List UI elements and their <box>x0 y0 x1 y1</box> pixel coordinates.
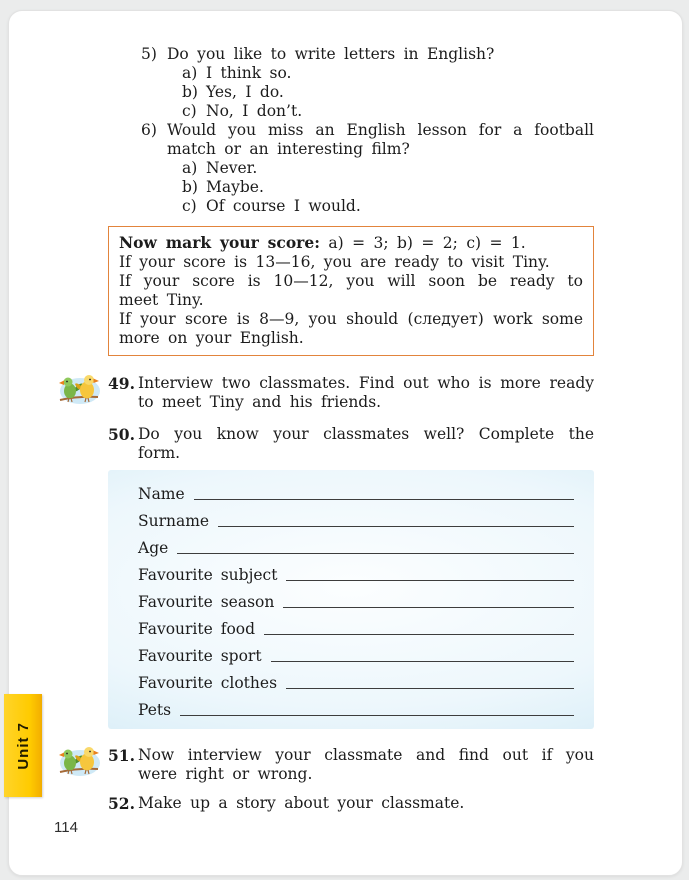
option <box>182 178 594 197</box>
option-text: No, I don’t. <box>206 102 303 120</box>
exercise-number: 52. <box>108 794 135 813</box>
form-row-favourite-sport <box>138 639 576 666</box>
form-label: Age <box>138 539 169 557</box>
quiz-questions <box>141 45 594 216</box>
form-label: Favourite sport <box>138 647 262 665</box>
exercise-51 <box>108 746 594 784</box>
option <box>182 64 594 83</box>
option-label: c) <box>182 102 197 120</box>
pair-work-birds-icon <box>56 741 102 781</box>
option-label: b) <box>182 178 198 196</box>
form-fill-line[interactable] <box>286 688 574 689</box>
exercise-text: Do you know your classmates well? Complete the form. <box>138 425 594 462</box>
form-row-surname <box>138 504 576 531</box>
exercise-number: 51. <box>108 746 135 765</box>
option-text: Maybe. <box>206 178 264 196</box>
exercise-text: Interview two classmates. Find out who is more ready to meet Tiny and his friends. <box>138 374 594 411</box>
form-label: Pets <box>138 701 172 719</box>
form-fill-line[interactable] <box>218 526 574 527</box>
question-6-options <box>182 159 594 216</box>
exercise-50 <box>108 425 594 463</box>
form-row-name <box>138 477 576 504</box>
form-fill-line[interactable] <box>177 553 574 554</box>
form-fill-line[interactable] <box>283 607 574 608</box>
option-text: Yes, I do. <box>206 83 284 101</box>
classmate-form <box>108 470 594 729</box>
option-text: Never. <box>206 159 258 177</box>
option-label: c) <box>182 197 197 215</box>
option-label: a) <box>182 159 198 177</box>
exercise-number: 49. <box>108 374 135 393</box>
score-intro-line <box>119 233 583 253</box>
form-fill-line[interactable] <box>264 634 574 635</box>
option-text: I think so. <box>206 64 292 82</box>
score-intro-bold: Now mark your score: <box>119 233 320 252</box>
exercise-52 <box>108 794 594 813</box>
form-row-favourite-season <box>138 585 576 612</box>
form-row-age <box>138 531 576 558</box>
option <box>182 159 594 178</box>
form-label: Surname <box>138 512 210 530</box>
page-number: 114 <box>54 819 78 836</box>
unit-tab[interactable] <box>4 694 42 797</box>
form-label: Favourite subject <box>138 566 278 584</box>
question-text: Would you miss an English lesson for a football match or an interesting film? <box>167 121 594 158</box>
exercise-number: 50. <box>108 425 135 444</box>
form-row-favourite-clothes <box>138 666 576 693</box>
question-number: 6) <box>141 121 157 139</box>
exercise-49 <box>108 374 594 412</box>
form-row-pets <box>138 693 576 720</box>
question-5-options <box>182 64 594 121</box>
question-number: 5) <box>141 45 157 63</box>
question-6 <box>141 121 594 216</box>
option <box>182 102 594 121</box>
exercise-text: Now interview your classmate and find out if you were right or wrong. <box>138 746 594 783</box>
form-label: Favourite clothes <box>138 674 278 692</box>
score-intro-rest: a) = 3; b) = 2; c) = 1. <box>328 234 526 252</box>
exercise-text: Make up a story about your classmate. <box>138 794 465 812</box>
form-fill-line[interactable] <box>180 715 574 716</box>
form-fill-line[interactable] <box>286 580 574 581</box>
form-label: Name <box>138 485 185 503</box>
score-rule: If your score is 8—9, you should (следует) work some more on your English. <box>119 310 583 347</box>
book-page <box>8 10 683 876</box>
page-content <box>108 45 594 813</box>
unit-tab-label: Unit 7 <box>14 721 32 770</box>
question-5 <box>141 45 594 121</box>
option <box>182 197 594 216</box>
score-rule: If your score is 10—12, you will soon be ready to meet Tiny. <box>119 272 583 309</box>
option <box>182 83 594 102</box>
form-row-favourite-food <box>138 612 576 639</box>
score-rule: If your score is 13—16, you are ready to visit Tiny. <box>119 253 550 271</box>
score-box <box>108 226 594 356</box>
question-text: Do you like to write letters in English? <box>167 45 495 63</box>
option-label: a) <box>182 64 198 82</box>
option-label: b) <box>182 83 198 101</box>
form-label: Favourite season <box>138 593 275 611</box>
form-label: Favourite food <box>138 620 256 638</box>
option-text: Of course I would. <box>206 197 361 215</box>
form-fill-line[interactable] <box>194 499 574 500</box>
form-fill-line[interactable] <box>271 661 574 662</box>
pair-work-birds-icon <box>56 369 102 409</box>
form-row-favourite-subject <box>138 558 576 585</box>
